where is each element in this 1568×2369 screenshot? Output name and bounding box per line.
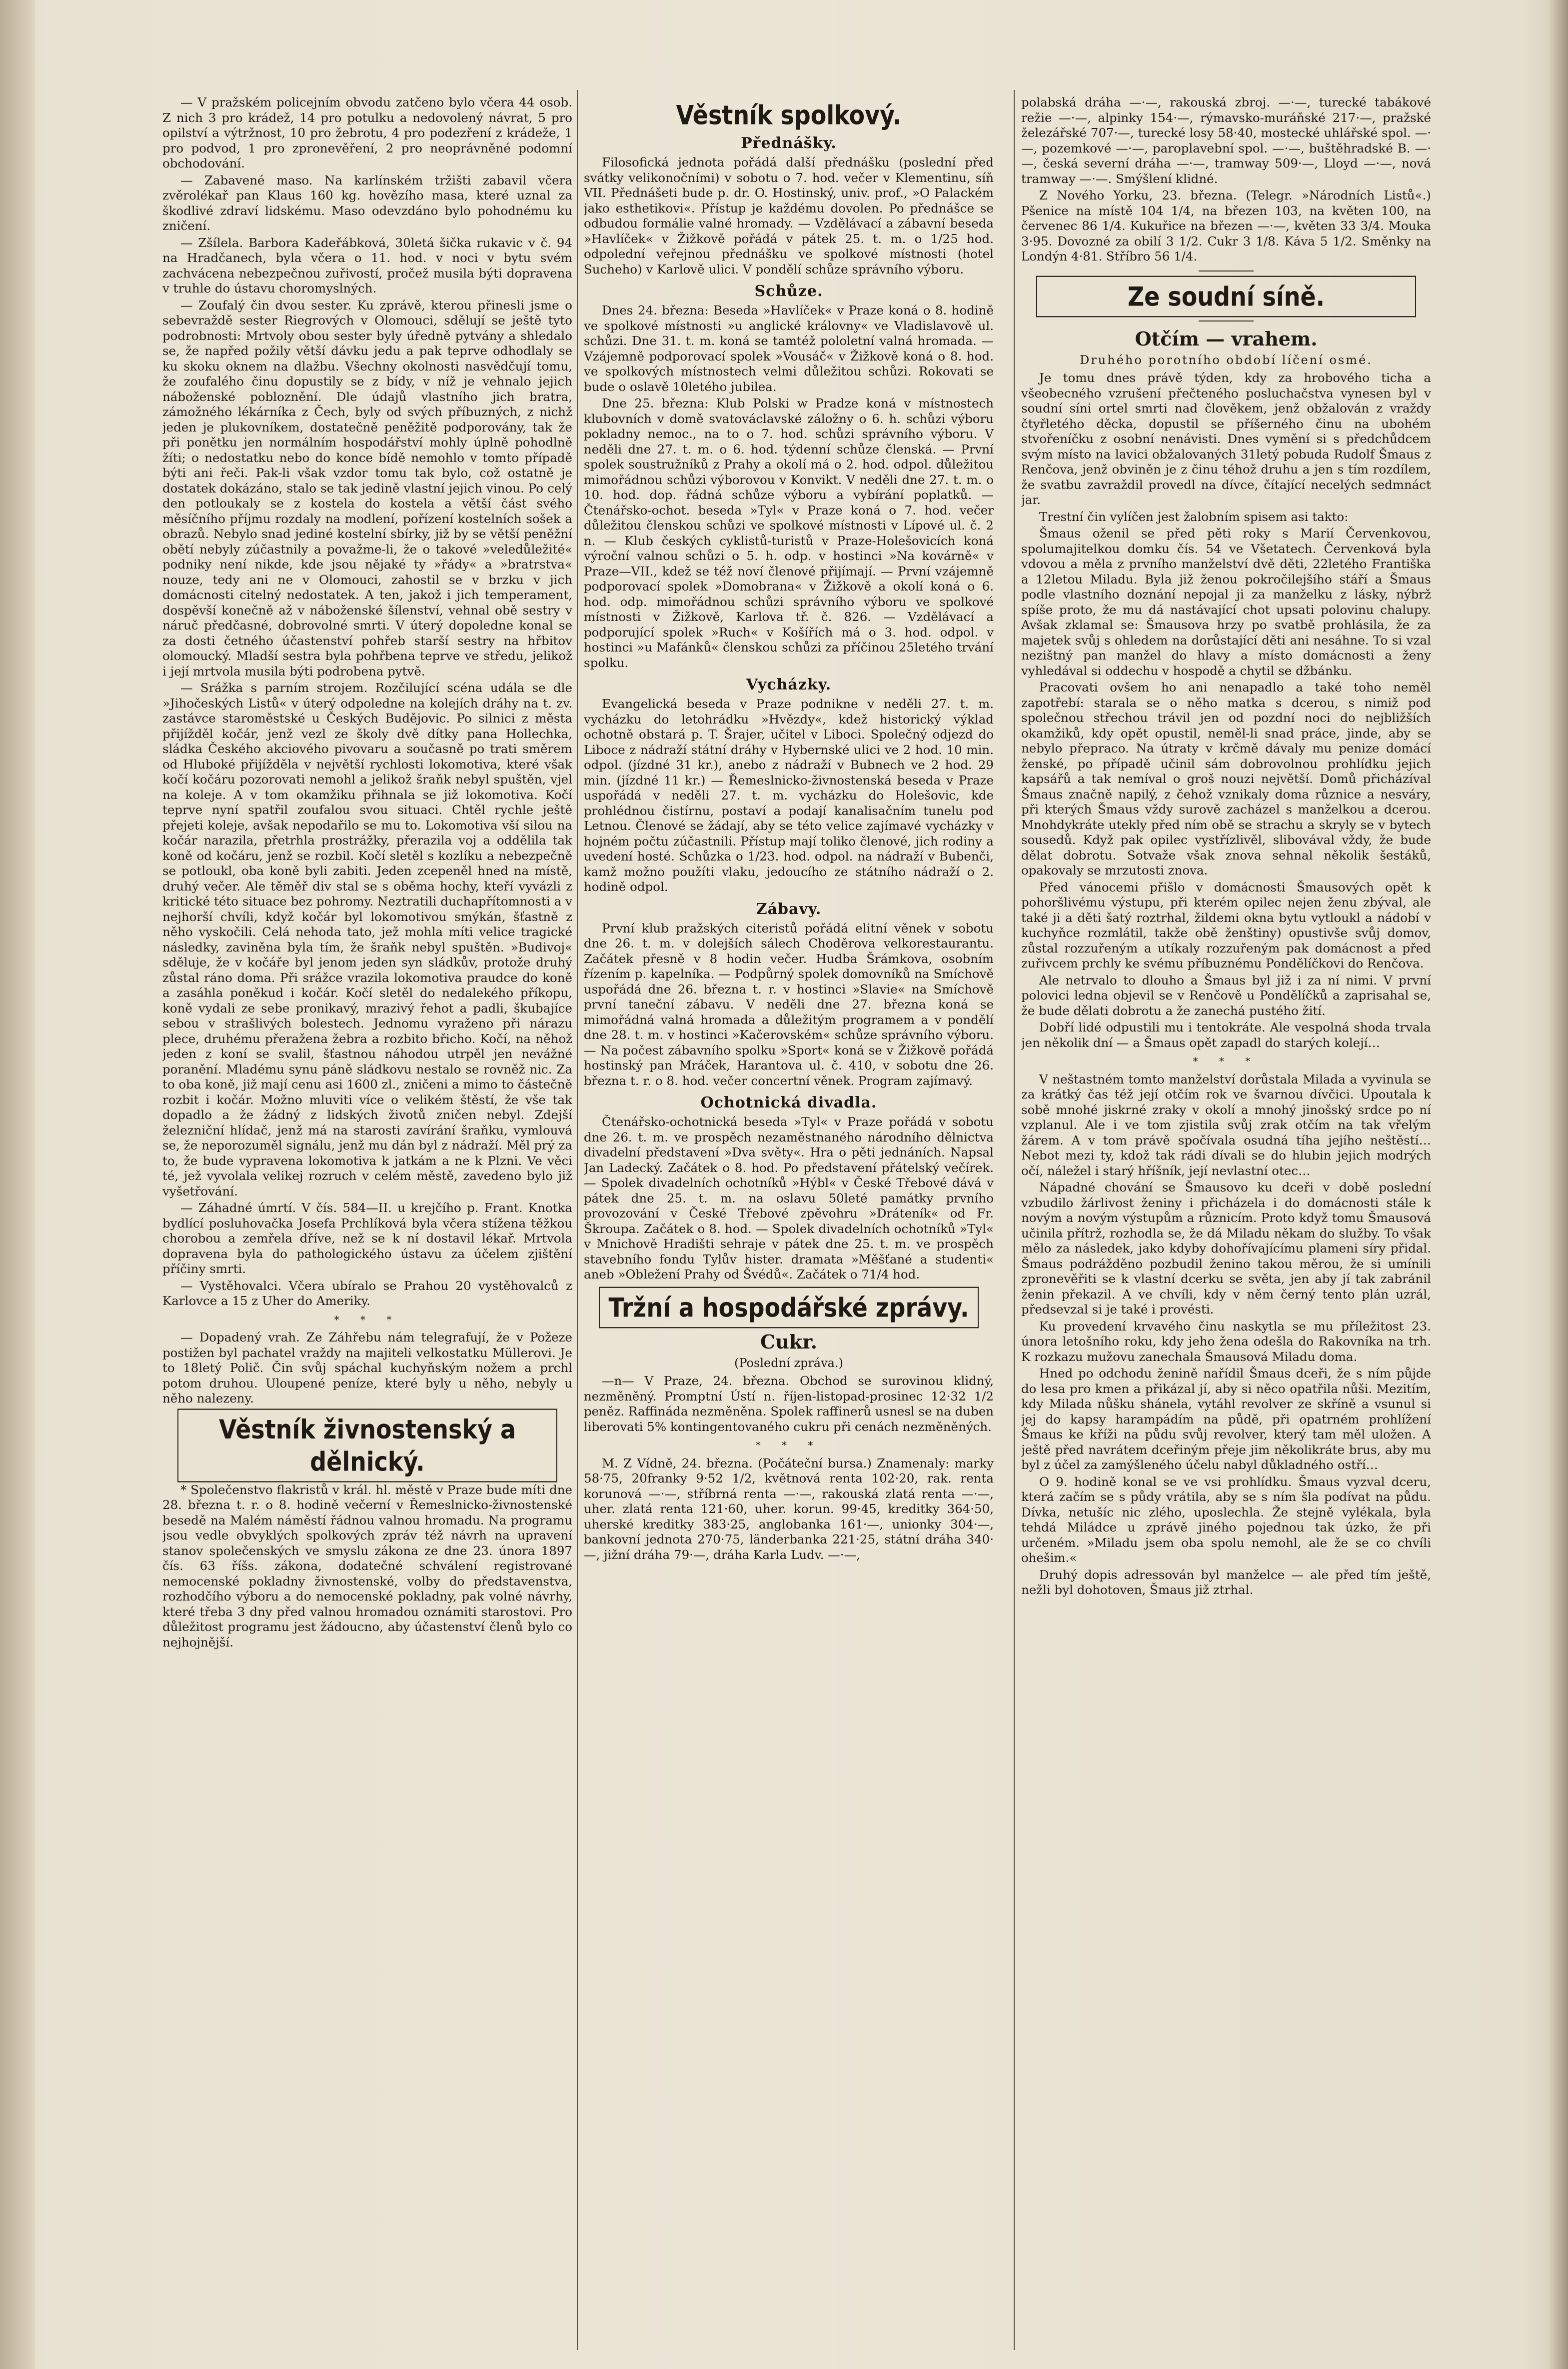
divider	[1199, 320, 1254, 322]
column-left	[162, 95, 572, 2345]
item-new-york-market: Z Nového Yorku, 23. března. (Telegr. »Národních Listů«.) Pšenice na místě 104 1/4, na březen 103, na květen 100, na červenec 86 1/4. Kukuřice na březen —·—, květen 33 3/4. Mouka 3·95. Dovozné za obilí 3 1/2. Cukr 3 1/8. Káva 5 1/2. Směnky na Londýn 4·81. Stříbro 56 1/4.	[1021, 188, 1431, 264]
page-left-edge	[0, 0, 35, 2369]
article-paragraph: Ale netrvalo to dlouho a Šmaus byl již i za ní nimi. V první polovici ledna objevil se v Renčově u Pondělíčků a zaprisahal se, že bude dělati dobrotu a že zanechá pustého žití.	[1021, 972, 1431, 1018]
news-madness: — Zšílela. Barbora Kadeřábková, 30letá šička rukavic v č. 94 na Hradčanech, byla včera o 11. hod. v noci v bytu svém zachvácena nebezpečnou zuřivostí, pročež musila býti dopravena v truhle do ústavu choromyslných.	[162, 235, 572, 296]
article-paragraph: Pracovati ovšem ho ani nenapadlo a také toho neměl zapotřebí: starala se o něho matka s dcerou, s nimiž pod společnou střechou trávil jen od pozdní noci do nejbližších okamžiků, kdy opět opustil, neměl-li snad práce, jinde, aby se nebylo přepraco. Na útraty v krčmě dávaly mu penize domácí ženské, po případě učinil sám dobrovolnou prohlídku jejich kapsářů a tak nemíval o groš nouzi největší. Domů přicházíval Šmaus značně napilý, z čehož vznikaly doma různice a nesváry, při kterých Šmaus vždy surově zacházel s manželkou a dcerou. Mnohdykráte utekly před ním obě se strachu a skryly se v bytech sousedů. Když pak opilec vystřízlivěl, slibovával vždy, že bude dělat dobrotu. Sotvaže však znova sehnal několik šestáků, opakovaly se mrzutosti znova.	[1021, 680, 1431, 878]
item-lectures: Filosofická jednota pořádá další přednášku (poslední před svátky velikonočními) v sobotu o 7. hod. večer v Klementinu, síň VII. Přednášeti bude p. dr. O. Hostinský, univ. prof., »O Palackém jako esthetikovi«. Přístup je každému dovolen. Po přednášce se odbudou formálie valné hromady. — Vzdělávací a zábavní beseda »Havlíček« v Žižkově pořádá v pátek 25. t. m. o 1/25 hod. odpolední veřejnou přednášku ve spolkové místnosti (hotel Sucheho) v Karlově ulici. V pondělí schůze správního výboru.	[584, 155, 994, 276]
column-rule-1	[577, 90, 578, 2350]
item-vienna-bourse-cont: polabská dráha —·—, rakouská zbroj. —·—, turecké tabákové režie —·—, alpinky 154·—, rýmavsko-muráňské 217·—, pražské železářské 707·—, turecké losy 58·40, mostecké uhlářské spol. —·—, pozemkové —·—, paroplavební spol. —·—, buštěhradské B. —·—, česká severní dráha —·—, tramway 509·—, Lloyd —·—, nová tramway —·—. Smýšlení klidné.	[1021, 95, 1431, 186]
article-paragraph: V neštastném tomto manželství dorůstala Milada a vyvinula se za krátký čas též její otčím rok ve švarnou dívčici. Upoutala k sobě mnohé jiskrné zraky v okolí a mnohý jinošský srdce po ní vzplanul. Ale i ve tom zjistila svůj zrak otčím na tak vřelým žárem. A v tom právě spočívala osudná tíha jejího neštěstí… Nebot mezi ty, kdož tak rádi dívali se do hlubin jejich modrých očí, náležel i starý hříšník, její nevlastní otec…	[1021, 1072, 1431, 1178]
section-header-clubs: Věstník spolkový.	[676, 99, 902, 131]
article-paragraph: Dobří lidé odpustili mu i tentokráte. Ale vespolná shoda trvala jen několik dní — a Šmaus opět zapadl do starých kolejí…	[1021, 1020, 1431, 1050]
article-paragraph: Hned po odchodu ženině nařídil Šmaus dceři, že s ním půjde do lesa pro kmen a přikázal jí, aby si něco opatřila nůši. Mezitím, kdy Milada nůšku shánela, vytáhl revolver ze skříně a vsunul si jej do kapsy harampádím na půdě, při opatrném prohlížení Šmaus ke kříži na půdu svůj revolver, který tam měl uložen. A ještě před navrátem dceřiným přeje jim několikráte brus, aby mu byl z účel za zamýšleného účelu nabyl důkladného ostří…	[1021, 1366, 1431, 1472]
subheading-amateur-theater: Ochotnická divadla.	[700, 1094, 877, 1112]
item-entertainment: První klub pražských citeristů pořádá elitní věnek v sobotu dne 26. t. m. v dolejších sálech Choděrova velkorestaurantu. Začátek přesně v 8 hodin večer. Hudba Šrámkova, osobním řízením p. kapelníka. — Podpůrný spolek domovníků na Smíchově uspořádá dne 26. března t. r. v hostinci »Slavie« na Smíchově první taneční zábavu. V neděli dne 27. března koná se mimořádná valná hromada a důležitým programem a v pondělí dne 28. t. m. v hostinci »Kačerovském« schůze správního výboru. — Na počest zábavního spolku »Sport« koná se v Žižkově pořádá hostinský pan Mráček, Harantova ul. č. 410, v sobotu dne 26. března t. r. o 8. hod. večer concertní věnek. Program zajímavý.	[584, 920, 994, 1088]
subheading-trips: Vycházky.	[746, 676, 832, 694]
column-rule-2	[1014, 90, 1015, 2350]
news-confiscated-meat: — Zabavené maso. Na karlínském tržišti zabavil včera zvěrolékař pan Klaus 160 kg. hovězího masa, které uznal za škodlivé zdraví lidskému. Maso odevzdáno bylo pohodnému ku zničení.	[162, 172, 572, 233]
article-paragraph: O 9. hodině konal se ve vsi prohlídku. Šmaus vyzval dceru, která začím se s půdy vrátila, aby se s ním šla podívat na půdu. Dívka, netušíc nic zlého, uposlechla. Že stejně vylékala, byla tehdá Miládce u zprávě jiného pojednou tak úzko, že při určeném. »Miladu jsem oba spolu nemohl, ale že se co chvíli ohešim.«	[1021, 1474, 1431, 1565]
column-right	[1021, 95, 1431, 2345]
article-subtitle: Druhého porotního období líčení osmé.	[1080, 352, 1373, 367]
page-right-edge	[1548, 0, 1568, 2369]
market-separator-stars: * * *	[755, 1439, 822, 1451]
subheading-sugar: Cukr.	[760, 1330, 817, 1353]
news-sisters-suicide: — Zoufalý čin dvou sester. Ku zprávě, kterou přinesli jsme o sebevraždě sester Riegrových v Olomouci, sdělují se ještě tyto podrobnosti: Mrtvoly obou sester byly úředně pytvány a shledalo se, že napřed požily větší dávku jedu a pak teprve odhodlaly se ku skoku oknem na dlažbu. Všechny okolnosti nasvědčují tomu, že zoufalého činu dopustily se z bídy, v níž je vehnalo jejich náboženské pobloznění. Dle údajů vlastního jich bratra, zámožného lékárníka z Čech, byly od svých příbuzných, z nichž jeden je plukovníkem, dostatečně peněžitě podporovány, tak že při ponětku jen normálním hospodářství mohly úplně pohodlně žíti; o nedostatku nebo do konce bídě nemohlo v tomto případě býti ani řeči. Pak-li však vzdor tomu tak bylo, což ostatně je dostatek dokázáno, stalo se tak jedině vlastní jejich vinou. Po celý den potloukaly se z kostela do kostela a větší část svého měsíčního příjmu rozdaly na modlení, pořízení kostelních sošek a obrazů. Nebylo snad jediné kostelní sbírky, již by se větší peněžní obětí nebyly zúčastnily a považme-li, že o takové »veledůležité« podniky není nikde, kde jsou nějaké ty »řády« a »bratrstva« nouze, tedy ani ne v Olomouci, zahostil se v brzku v jich domácnosti citelný nedostatek. A ten, jakož i jich temperament, dospěvší konečně až v náboženské šílenství, vehnal obě sestry v náruč předčasné, dobrovolné smrti. V úterý dopoledne konal se za dosti četného účastenství pohřeb starší sestry na hřbitov olomoucký. Mladší sestra byla pohřbena teprve ve středu, jelikož i její mrtvola musila býti podrobena pytvě.	[162, 298, 572, 678]
news-captured-murderer: — Dopadený vrah. Ze Záhřebu nám telegrafují, že v Požeze postižen byl pachatel vraždy na majiteli velkostatku Müllerovi. Je to 18letý Polič. Čin svůj spáchal kuchyňským nožem a prchl potom druhou. Uloupené peníze, které byly u něho, nebyly u něho nalezeny.	[162, 1330, 572, 1406]
section-header-market: Tržní a hospodářské zprávy.	[599, 1286, 979, 1328]
item-sugar-prague: —n— V Praze, 24. března. Obchod se surovinou klidný, nezměněný. Promptní Ústí n. říjen-listopad-prosinec 12·32 1/2 peněz. Raffináda nezměněna. Spolek raffinerů usnesl se na duben liberovati 5% kontingentovaného cukru při cenách nezměněných.	[584, 1374, 994, 1434]
column-middle	[584, 95, 994, 2345]
section-header-trades: Věstník živnostenský a dělnický.	[177, 1408, 557, 1482]
item-meetings-25: Dne 25. března: Klub Polski w Pradze koná v místnostech klubovních v domě svatováclavské záložny o 6. h. schůzi výboru pokladny nemoc., na to o 7. hod. schůzi správního výboru. V neděli dne 27. t. m. o 6. hod. týdenní schůze členská. — První spolek soustružníků z Prahy a okolí má o 2. hod. odpol. důležitou mimořádnou schůzi výborovou v Konvikt. V neděli dne 27. t. m. o 10. hod. dop. řádná schůze výboru a vybírání poplatků. — Čtenářsko-ochot. beseda »Tyl« v Praze koná o 7. hod. večer důležitou členskou schůzi ve spolkové místnosti v Lípové ul. č. 2 n. — Klub českých cyklistů-turistů v Praze-Holešovicích koná výroční valnou schůzi o 5. h. odp. v hostinci »Na kovárně« v Praze—VII., kdež se též noví členové přijímají. — První vzájemně podporovací spolek »Domobrana« v Žižkově a okolí koná o 6. hod. odp. mimořádnou schůzi správního výboru ve spolkové místnosti v Žižkově, Karlova tř. č. 826. — Vzdělávací a podporující spolek »Ruch« v Košířích má o 3. hod. odpol. v hostinci »u Mafánků« členskou schůzi za příčinou 25letého trvání spolku.	[584, 396, 994, 670]
item-trips: Evangelická beseda v Praze podnikne v neděli 27. t. m. vycházku do letohrádku »Hvězdy«, kdež historický výklad ochotně obstará p. T. Šrajer, učitel v Liboci. Společný odjezd do Liboce z nádraží státní dráhy v Hybernské ulici ve 2 hod. 10 min. odpol. (jízdné 31 kr.), anebo z nádraží v Bubnech ve 2 hod. 29 min. (jízdné 11 kr.) — Řemeslnicko-živnostenská beseda v Praze uspořádá v neděli 27. t. m. vycházku do Holešovic, kde prohlédnou čistírnu, postaví a podají kanalisačním tunelu pod Letnou. Členové se žádají, aby se této velice zajímavé vycházky v hojném počtu zúčastnili. Přístup mají toliko členové, jich rodiny a uvedení hosté. Schůzka o 1/23. hod. odpol. na nádraží v Bubenči, kamž možno použíti vlaku, jedoucího ze státního nádraží o 2. hodině odpol.	[584, 696, 994, 894]
subheading-meetings: Schůze.	[754, 282, 823, 300]
article-separator-stars: * * *	[1193, 1055, 1260, 1067]
article-title: Otčím — vrahem.	[1135, 327, 1318, 350]
news-mysterious-death: — Záhadné úmrtí. V čís. 584—II. u krejčího p. Frant. Knotka bydlící posluhovačka Josefa Prchlíková byla včera stížena těžkou chorobou a zemřela dříve, než se k ní dostavil lékař. Mrtvola dopravena byla do pathologického ústavu za účelem zjištění příčiny smrti.	[162, 1200, 572, 1276]
news-train-collision: — Srážka s parním strojem. Rozčilující scéna udála se dle »Jihočeských Listů« v úterý odpoledne na kolejích dráhy na t. zv. zastávce staroměstské u Českých Budějovic. Po silnici z města přijížděl kočár, jenž vezl ze školy dvě dítky pana Hollechka, sládka Českého akciového pivovaru a současně po trati směrem od Hluboké přijížděla v největší rychlosti lokomotiva, které však kočí kočáru pozorovati nemohl a jelikož šraňk nebyl spuštěn, vjel na koleje. A v tom okamžiku přihnala se již lokomotiva. Kočí teprve nyní spatřil zoufalou svou situaci. Chtěl rychle ještě přejeti koleje, avšak nepodařilo se mu to. Lokomotiva vší silou na kočár narazila, přetrhla prostrážky, přerazila voj a oddělila tak koně od kočáru, jenž se rozbil. Kočí sletěl s kozlíku a nebezpečně se potloukl, oba koně byli zabiti. Jeden zcepeněl hned na místě, druhý večer. Ale těměř div stal se s oběma hochy, kteří vyvázli z kritické této situace bez pohromy. Neztratili duchapřítomnosti a v nejhorší chvíli, když kočár byl lokomotivou smýkán, šťastně z něho vyskočili. Celá nehoda tato, jež mohla míti velice tragické následky, zaviněna byla tím, že šraňk nebyl spuštěn. »Budivoj« sděluje, že v kočáře byl jenom jeden syn sládkův, protože druhý zůstal ráno doma. Při srážce vrazila lokomotiva praudce do koně a zasáhla poněkud i kočár. Kočí sletěl do nedalekého příkopu, koně vydali ze sebe pronikavý, mrazivý řehot a padli, škubajíce sebou v strašlivých bolestech. Jednomu vyraženo při nárazu plece, druhému přeražena žebra a rozbito břicho. Kočí, na něhož jeden z koní se svalil, šťastnou náhodou utrpěl jen nevážné poranění. Mladému synu páně sládkovu nestalo se rovněž nic. Za to oba koně, již mají cenu asi 1600 zl., zničeni a mimo to částečně rozbit i kočár. Možno mluviti více o velikém štěstí, že vše tak dopadlo a že žádný z lidských životů zničen nebyl. Zdejší železniční hlídač, jenž má na starosti zavírání šraňku, vymlouvá se, že neporozuměl signálu, jenž mu dán byl z nádraží. Měl prý za to, že bude vypravena lokomotiva k jatkám a ne k Plzni. Ve věci té, jež vyvolala velikej rozruch v celém městě, zavedeno bylo již vyšetřování.	[162, 680, 572, 1198]
news-emigrants: — Vystěhovalci. Včera ubíralo se Prahou 20 vystěhovalců z Karlovce a 15 z Uher do Ameriky.	[162, 1278, 572, 1308]
article-paragraph: Ku provedení krvavého činu naskytla se mu příležitost 23. února letošního roku, kdy jeho žena odešla do Rakovníka na trh. K rozkazu mužovu zanechala Šmausová Miladu doma.	[1021, 1318, 1431, 1364]
item-meetings-today: Dnes 24. března: Beseda »Havlíček« v Praze koná o 8. hodině ve spolkové místnosti »u anglické královny« ve Vladislavově ul. schůzi. Dne 31. t. m. koná se tamtéž pololetní valná hromada. — Vzájemně podporovací spolek »Vousáč« v Žižkově koná o 8. hod. ve spolkových místnostech velmi důležitou schůzi. Rokovati se bude o oslavě 10letého jubilea.	[584, 303, 994, 394]
article-paragraph: Druhý dopis adressován byl manželce — ale před tím ještě, nežli byl dohotoven, Šmaus již ztrhal.	[1021, 1567, 1431, 1597]
item-vienna-bourse: M. Z Vídně, 24. března. (Počáteční bursa.) Znamenaly: marky 58·75, 20franky 9·52 1/2, květnová renta 102·20, rak. renta korunová —·—, stříbrná renta —·—, rakouská zlatá renta —·—, uher. zlatá renta 121·60, uher. korun. 99·45, kreditky 364·50, uherské kreditky 383·25, anglobanka 161·—, unionky 304·—, bankovní jednota 270·75, länderbanka 221·25, státní dráha 340·—, jižní dráha 79·—, dráha Karla Ludv. —·—,	[584, 1456, 994, 1562]
article-paragraph: Je tomu dnes právě týden, kdy za hrobového ticha a všeobecného vzrušení přečteného posluchačstva vynesen byl v soudní síni ortel smrti nad člověkem, jenž obžalován z vraždy čtyřletého děcka, dopustil se příšerného činu na ubohém stvořeníčku z osobní nenávisti. Dnes vymění si s předchůdcem svým místo na lavici obžalovaných 31letý pobuda Rudolf Šmaus z Renčova, jenž obviněn je z činu téhož druhu a jen s tím rozdílem, že svatbu zavraždil provedl na dívce, čítající necelých sedmnáct jar.	[1021, 370, 1431, 507]
article-paragraph: Nápadné chování se Šmausovo ku dceři v době poslední vzbudilo žárlivost ženiny i přicházela i do domácnosti stále k novým a novým výstupům a různicím. Proto když tomu Šmausová učinila přítrž, rozhodla se, že dá Miladu někam do služby. To však mělo za následek, jako kdyby dohořívajícímu plameni síry přidal. Šmaus podrážděno pozbudil ženino takou měrou, že si umínili zpronevěřiti se k vlastní dcerku se světa, jen aby jí tak zabránil ženin překazil. A ve chvíli, kdy v něm černý tento plán uzrál, předsevzal si je také i provésti.	[1021, 1180, 1431, 1316]
news-guild-meeting: * Společenstvo flakristů v král. hl. městě v Praze bude míti dne 28. března t. r. o 8. hodině večerní v Řemeslnicko-živnostenské besedě na Malém náměstí řádnou valnou hromadu. Na programu jsou vedle obvyklých spolkových zpráv též návrh na upravení stanov společenských ve smyslu zákona ze dne 23. února 1897 čís. 63 říšs. zákona, dodatečné schválení registrované nemocenské pokladny živnostenské, volby do představenstva, rozhodčího výboru a do nemocenské pokladny, pak volné návrhy, které třeba 3 dny před valnou hromadou oznámiti starostovi. Pro důležitost programu jest žádoucno, aby účastenství členů bylo co nejhojnější.	[162, 1482, 572, 1650]
news-police-arrests: — V pražském policejním obvodu zatčeno bylo včera 44 osob. Z nich 3 pro krádež, 14 pro potulku a nedovolený návrat, 5 pro opilství a výtržnost, 10 pro žebrotu, 4 pro podezření z krádeže, 1 pro podvod, 1 pro zpronevěření, 2 pro neoprávněné podomní obchodování.	[162, 95, 572, 170]
article-paragraph: Šmaus oženil se před pěti roky s Marií Červenkovou, spolumajitelkou domku čís. 54 ve Všetatech. Červenková byla vdovou a měla z prvního manželství dvě děti, 22letého Františka a 12letou Miladu. Byla již ženou pokročilejšího stáří a Šmaus podle vlastního doznání nepojal ji za manželku z lásky, nýbrž spíše proto, že mu dá nastávající chot upsati polovinu chalupy. Avšak zklamal se: Šmausova hrzy po svatbě prohlásila, že za majetek svůj s ohledem na dorůstající děti ani nesáhne. To si vzal nezištný pan manžel do hlavy a místo domácnosti a ženy vyhledával si oddechu v hospodě a chytil se džbánku.	[1021, 526, 1431, 678]
subheading-entertainment: Zábavy.	[756, 900, 822, 918]
divider	[1199, 270, 1254, 272]
subheading-lectures: Přednášky.	[741, 134, 837, 152]
section-separator-stars: * * *	[334, 1313, 401, 1326]
article-paragraph: Trestní čin vylíčen jest žalobním spisem asi takto:	[1039, 509, 1349, 524]
item-amateur-theater: Čtenářsko-ochotnická beseda »Tyl« v Praze pořádá v sobotu dne 26. t. m. ve prospěch nezaměstnaného národního dělnictva divadelní představení »Dva světy«. Hra o pěti jednáních. Napsal Jan Ladecký. Začátek o 8. hod. Po představení přátelský večírek. — Spolek divadelních ochotníků »Hýbl« v České Třebové dává v pátek dne 25. t. m. na oslavu 50leté památky prvního provozování v České Třebové zpěvohru »Dráteník« od Fr. Škroupa. Začátek o 8. hod. — Spolek divadelních ochotníků »Tyl« v Mnichově Hradišti sehraje v pátek dne 25. t. m. ve prospěch stavebního fondu Tylův hister. dramata »Měšťané a studenti« aneb »Obležení Prahy od Švédů«. Začátek o 71/4 hod.	[584, 1114, 994, 1282]
section-header-court: Ze soudní síně.	[1036, 276, 1416, 317]
article-paragraph: Před vánocemi přišlo v domácnosti Šmausových opět k pohoršlivému výstupu, při kterém opilec nejen ženu zbýval, ale také ji a děti šatý roztrhal, žildemi okna bytu vytloukl a nádobí v kuchyňce rozmlátil, takže obě ženštiny) opustivše svůj domov, zůstal rozzuřeným a utíkaly rozzuřeným pak domácnost a před zuřivcem prchly ke svému příbuznému Pondělíčkovi do Renčova.	[1021, 880, 1431, 970]
sugar-note: (Poslední zpráva.)	[734, 1356, 843, 1370]
